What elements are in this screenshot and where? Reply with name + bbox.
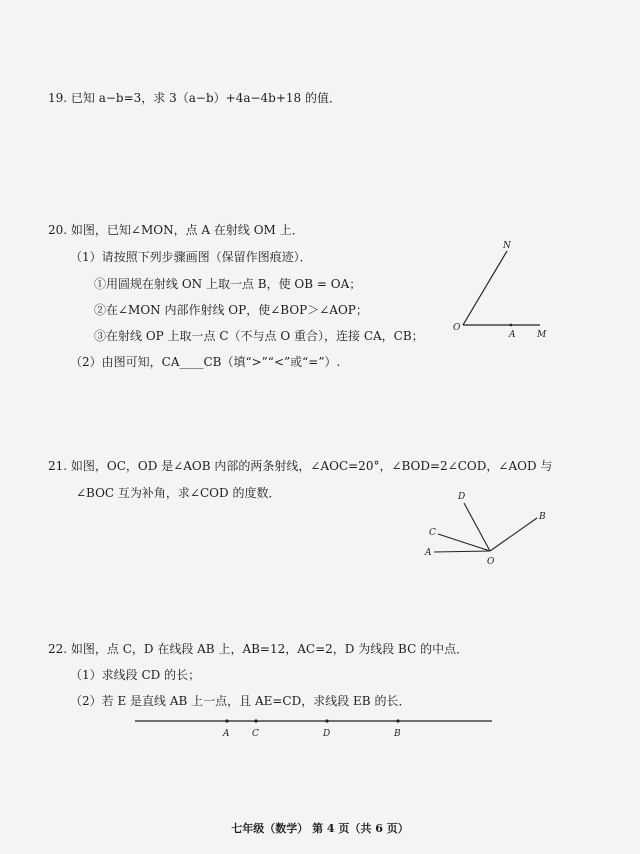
q22-segment-figure [130,712,500,742]
q20-step2: ②在∠MON 内部作射线 OP，使∠BOP＞∠AOP； [94,303,368,317]
label-d: D [458,492,466,502]
label-a: A [223,729,230,739]
ray-ob [490,518,537,551]
q20-step3: ③在射线 OP 上取一点 C（不与点 O 重合），连接 CA，CB； [94,329,424,343]
label-b: B [394,729,401,739]
q20-stem: 20. 如图，已知∠MON，点 A 在射线 OM 上． [48,223,304,237]
q20-part1: （1）请按照下列步骤画图（保留作图痕迹）． [70,250,312,264]
q21-line2: ∠BOC 互为补角，求∠COD 的度数． [76,486,281,500]
page-footer: 七年级（数学） 第 4 页（共 6 页） [231,822,409,835]
ray-oa [434,551,490,552]
label-a: A [425,548,432,558]
label-n: N [503,241,511,251]
label-b: B [539,512,546,522]
q22-part1: （1）求线段 CD 的长； [70,668,201,682]
q20-angle-figure [445,235,565,345]
q21-rays-figure [420,488,560,573]
point-a [225,719,228,722]
point-b [396,719,399,722]
label-c: C [252,729,259,739]
label-d: D [323,729,331,739]
label-m: M [537,330,547,340]
label-o: O [487,557,495,567]
q20-part2: （2）由图可知，CA____CB（填“>”“<”或“=”）. [70,355,341,369]
label-c: C [429,528,436,538]
point-a [510,324,513,327]
label-a: A [509,330,516,340]
q22-part2: （2）若 E 是直线 AB 上一点，且 AE=CD，求线段 EB 的长． [70,694,411,708]
q20-step1: ①用圆规在射线 ON 上取一点 B，使 OB = OA； [94,277,362,291]
label-o: O [453,323,461,333]
q22-stem: 22. 如图，点 C，D 在线段 AB 上，AB=12，AC=2，D 为线段 BC 的中点． [48,642,469,656]
q21-line1: 21. 如图，OC，OD 是∠AOB 内部的两条射线，∠AOC=20°，∠BOD=2∠COD，∠AOD 与 [48,459,553,473]
ray-on [463,251,507,325]
point-d [325,719,328,722]
point-c [254,719,257,722]
q19-text: 19. 已知 a−b=3，求 3（a−b）+4a−4b+18 的值． [48,91,341,105]
